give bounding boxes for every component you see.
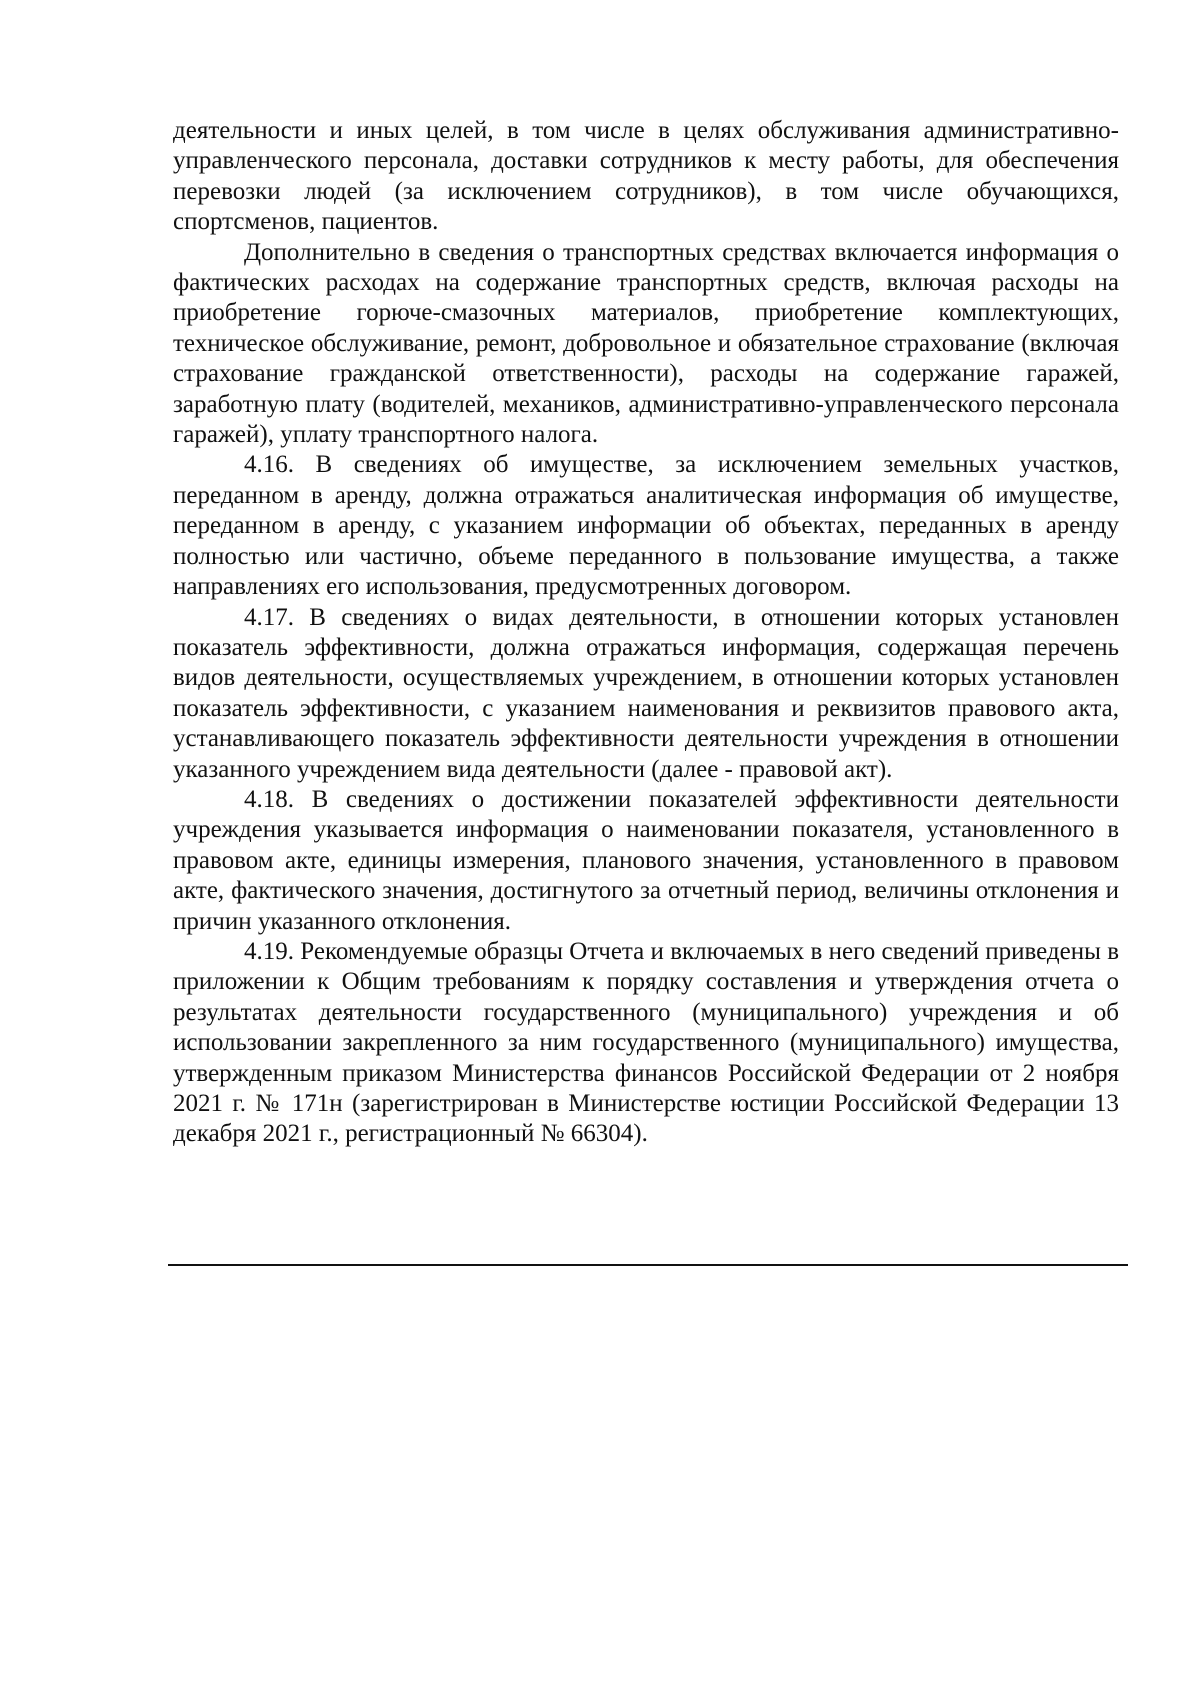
end-divider: [168, 1264, 1128, 1266]
paragraph-4-19: 4.19. Рекомендуемые образцы Отчета и включаемых в него сведений приведены в приложении к Общим требованиям к порядку составления и утверждения отчета о результатах деятельности государственного (муниципального) учреждения и об использовании закрепленного за ним государственного (муниципального) имущества, утвержденным приказом Министерства финансов Российской Федерации от 2 ноября 2021 г. № 171н (зарегистрирован в Министерстве юстиции Российской Федерации 13 декабря 2021 г., регистрационный № 66304).: [173, 937, 1119, 1148]
paragraph-4-18: 4.18. В сведениях о достижении показателей эффективности деятельности учреждения указывается информация о наименовании показателя, установленного в правовом акте, единицы измерения, планового значения, установленного в правовом акте, фактического значения, достигнутого за отчетный период, величины отклонения и причин указанного отклонения.: [173, 785, 1119, 935]
paragraph-4-17: 4.17. В сведениях о видах деятельности, в отношении которых установлен показатель эффективности, должна отражаться информация, содержащая перечень видов деятельности, осуществляемых учреждением, в отношении которых установлен показатель эффективности, с указанием наименования и реквизитов правового акта, устанавливающего показатель эффективности деятельности учреждения в отношении указанного учреждением вида деятельности (далее - правовой акт).: [173, 603, 1119, 783]
paragraph-vehicle-expenses: Дополнительно в сведения о транспортных средствах включается информация о фактических расходах на содержание транспортных средств, включая расходы на приобретение горюче-смазочных материалов, приобретение комплектующих, техническое обслуживание, ремонт, добровольное и обязательное страхование (включая страхование гражданской ответственности), расходы на содержание гаражей, заработную плату (водителей, механиков, административно-управленческого персонала гаражей), уплату транспортного налога.: [173, 238, 1119, 449]
document-body: [173, 116, 1119, 1150]
paragraph-4-16: 4.16. В сведениях об имуществе, за исключением земельных участков, переданном в аренду, должна отражаться аналитическая информация об имуществе, переданном в аренду, с указанием информации об объектах, переданных в аренду полностью или частично, объеме переданного в пользование имущества, а также направлениях его использования, предусмотренных договором.: [173, 451, 1119, 601]
paragraph-continuation: деятельности и иных целей, в том числе в целях обслуживания административно-управленческого персонала, доставки сотрудников к месту работы, для обеспечения перевозки людей (за исключением сотрудников), в том числе обучающихся, спортсменов, пациентов.: [173, 117, 1119, 236]
